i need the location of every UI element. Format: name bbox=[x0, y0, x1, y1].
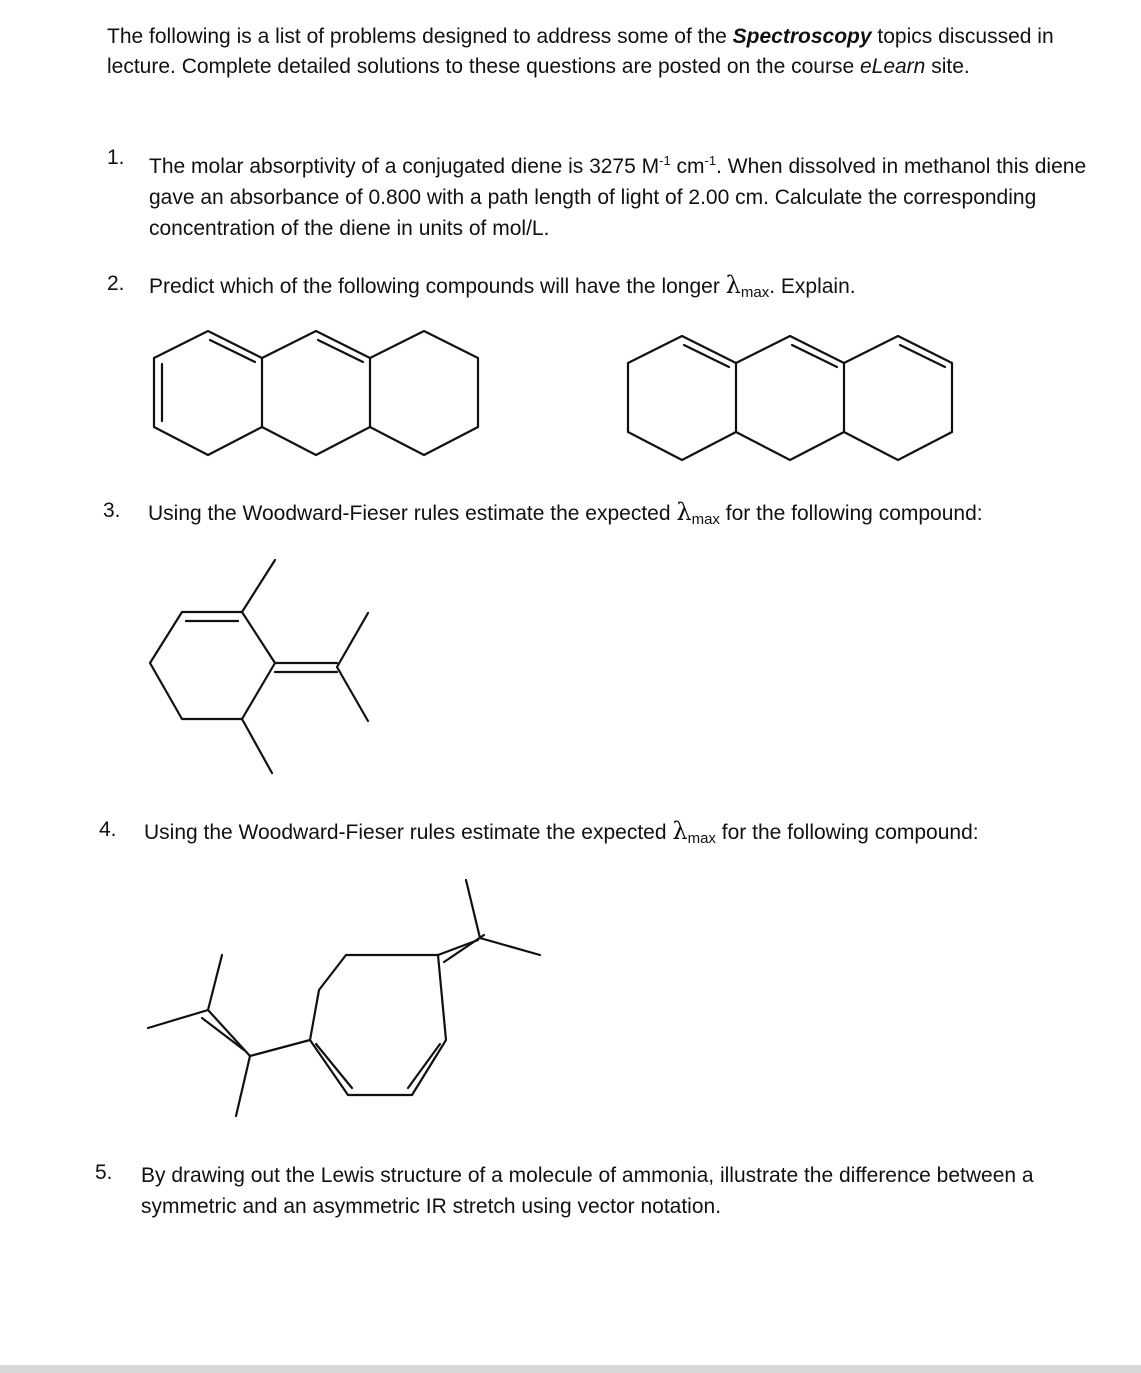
intro-text-2: topics discussed in lecture. Complete detailed solutions to these questions are posted on the course bbox=[107, 25, 1054, 78]
question-5-text: By drawing out the Lewis structure of a molecule of ammonia, illustrate the difference between a symmetric and an asymmetric IR stretch using vector notation. bbox=[141, 1164, 1034, 1218]
q4-pre: Using the Woodward-Fieser rules estimate the expected bbox=[144, 821, 673, 844]
q2-lambda-subscript: max bbox=[740, 284, 770, 301]
q4-lambda: λ bbox=[672, 817, 688, 845]
q3-lambda: λ bbox=[676, 498, 692, 526]
question-4-number: 4. bbox=[99, 818, 117, 841]
q2-post: . Explain. bbox=[769, 275, 856, 298]
q3-pre: Using the Woodward-Fieser rules estimate the expected bbox=[148, 502, 677, 525]
q3-compound-structure bbox=[150, 560, 368, 773]
q1-exponent-2: -1 bbox=[704, 153, 717, 168]
question-5-number: 5. bbox=[95, 1161, 113, 1184]
q3-post: for the following compound: bbox=[719, 502, 983, 525]
q2-pre: Predict which of the following compounds will have the longer bbox=[149, 275, 726, 298]
q3-lambda-subscript: max bbox=[691, 511, 720, 528]
q1-part-c: . When dissolved in methanol this diene gave an absorbance of 0.800 with a path length of light of 2.00 cm. Calculate the corresponding concentration of the diene in units of mol/L. bbox=[149, 155, 1087, 240]
q1-exponent-1: -1 bbox=[659, 153, 671, 168]
q2-compound-a-structure bbox=[154, 331, 478, 455]
intro-text-1: The following is a list of problems designed to address some of the bbox=[107, 25, 733, 48]
intro-emphasis: Spectroscopy bbox=[732, 25, 872, 48]
question-1-number: 1. bbox=[107, 146, 125, 169]
q4-compound-structure bbox=[148, 880, 540, 1116]
intro-text-3: site. bbox=[925, 55, 970, 78]
q4-post: for the following compound: bbox=[715, 821, 979, 844]
q2-compound-b-structure bbox=[628, 336, 952, 460]
question-3-number: 3. bbox=[103, 499, 121, 522]
q1-part-a: The molar absorptivity of a conjugated diene is 3275 M bbox=[149, 155, 660, 178]
q1-part-b: cm bbox=[670, 155, 705, 178]
q2-lambda: λ bbox=[725, 271, 741, 299]
intro-site-name: eLearn bbox=[859, 55, 926, 78]
question-2-number: 2. bbox=[107, 272, 125, 295]
q4-lambda-subscript: max bbox=[687, 830, 716, 847]
footer-bar bbox=[0, 1365, 1141, 1373]
